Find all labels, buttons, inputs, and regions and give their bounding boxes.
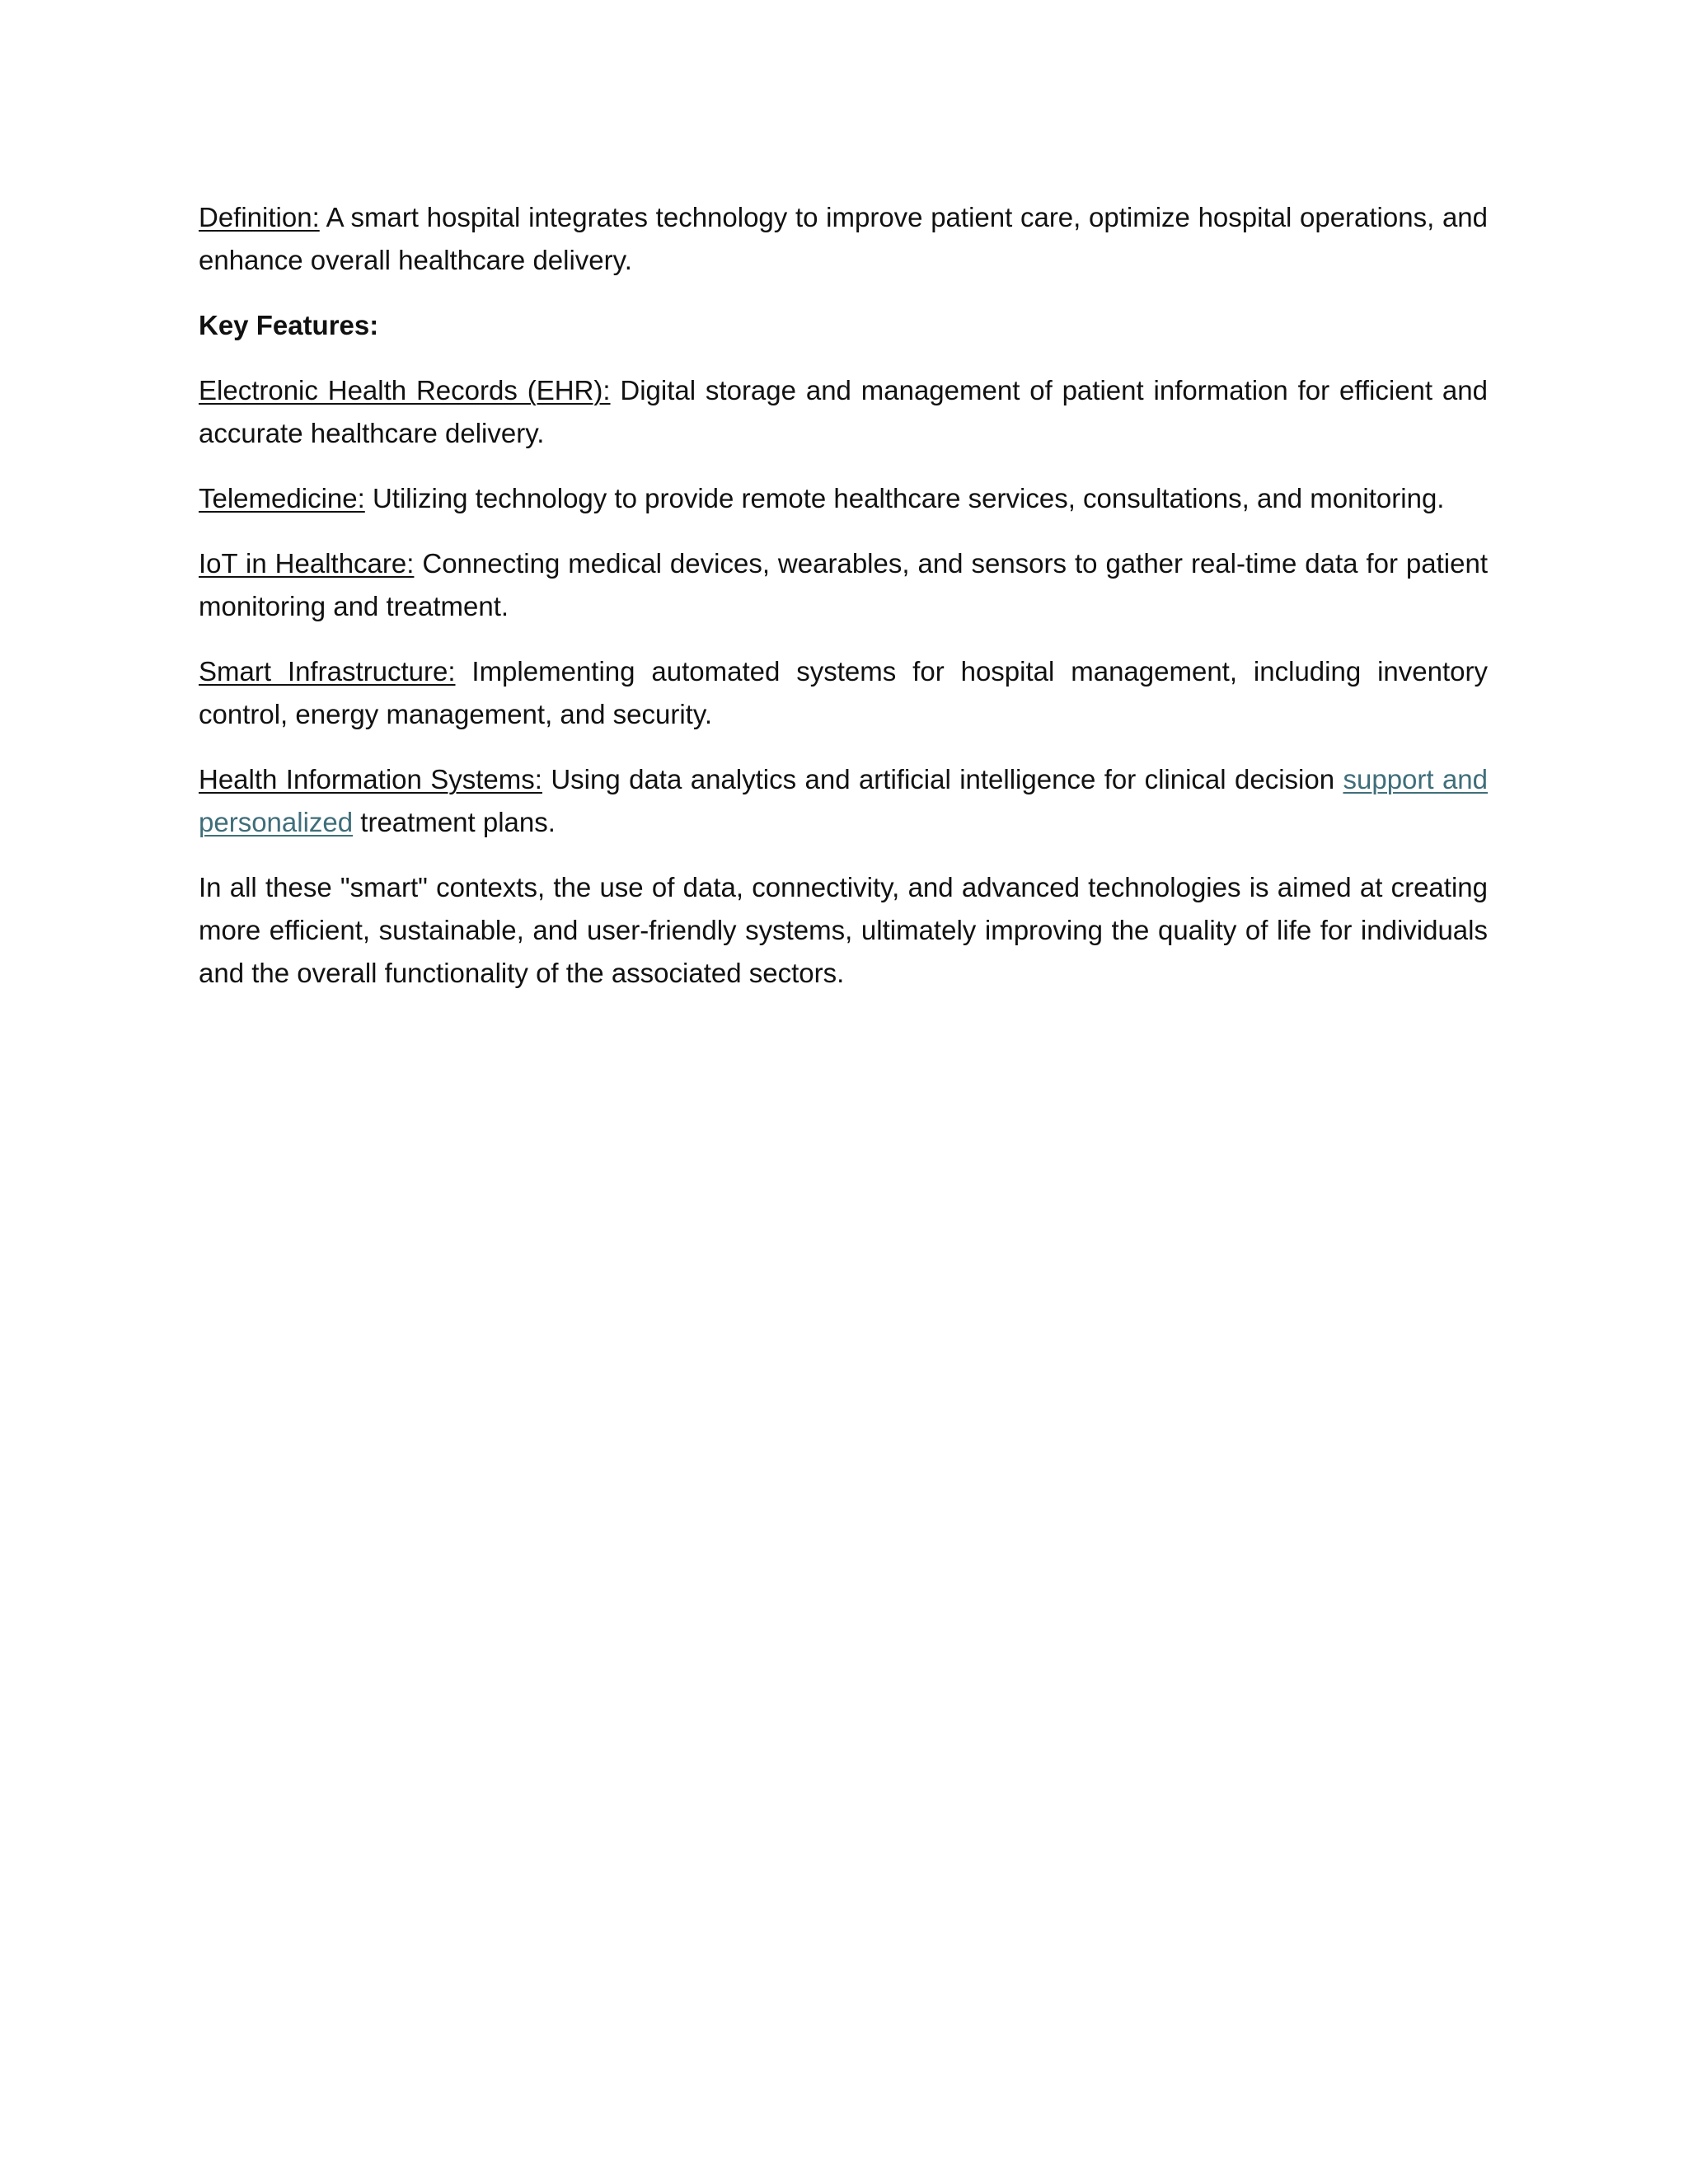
definition-text: A smart hospital integrates technology to improve patient care, optimize hospital operations, and enhance overall healthcare delivery. (199, 202, 1488, 275)
feature-ehr-paragraph (199, 369, 1488, 455)
feature-his-paragraph (199, 758, 1488, 844)
definition-term: Definition: (199, 202, 320, 232)
feature-infrastructure-text: Implementing automated systems for hospital management, including inventory control, energy management, and security. (199, 656, 1488, 729)
definition-paragraph (199, 196, 1488, 282)
feature-his-text-before: Using data analytics and artificial intelligence for clinical decision (542, 764, 1343, 794)
support-personalized-link[interactable]: support and personalized (199, 764, 1489, 837)
feature-iot-term: IoT in Healthcare: (199, 548, 415, 579)
feature-infrastructure-paragraph (199, 650, 1488, 736)
feature-telemedicine-term: Telemedicine: (199, 483, 365, 513)
document-body (199, 196, 1488, 1017)
feature-his-term: Health Information Systems: (199, 764, 542, 794)
key-features-heading: Key Features: (199, 310, 379, 340)
feature-iot-text: Connecting medical devices, wearables, and sensors to gather real-time data for patient monitoring and treatment. (199, 548, 1488, 621)
feature-iot-paragraph (199, 542, 1488, 628)
conclusion-paragraph: In all these "smart" contexts, the use of data, connectivity, and advanced technologies is aimed at creating more efficient, sustainable, and user-friendly systems, ultimately improving the quality of life for individuals and the overall functionality of the associated sectors. (199, 872, 1488, 988)
feature-telemedicine-paragraph (199, 477, 1488, 520)
feature-telemedicine-text: Utilizing technology to provide remote healthcare services, consultations, and monitoring. (364, 483, 1445, 513)
feature-his-text-after: treatment plans. (353, 807, 556, 837)
feature-ehr-term: Electronic Health Records (EHR): (199, 375, 611, 405)
feature-ehr-text: Digital storage and management of patient information for efficient and accurate healthcare delivery. (199, 375, 1488, 448)
feature-infrastructure-term: Smart Infrastructure: (199, 656, 456, 687)
